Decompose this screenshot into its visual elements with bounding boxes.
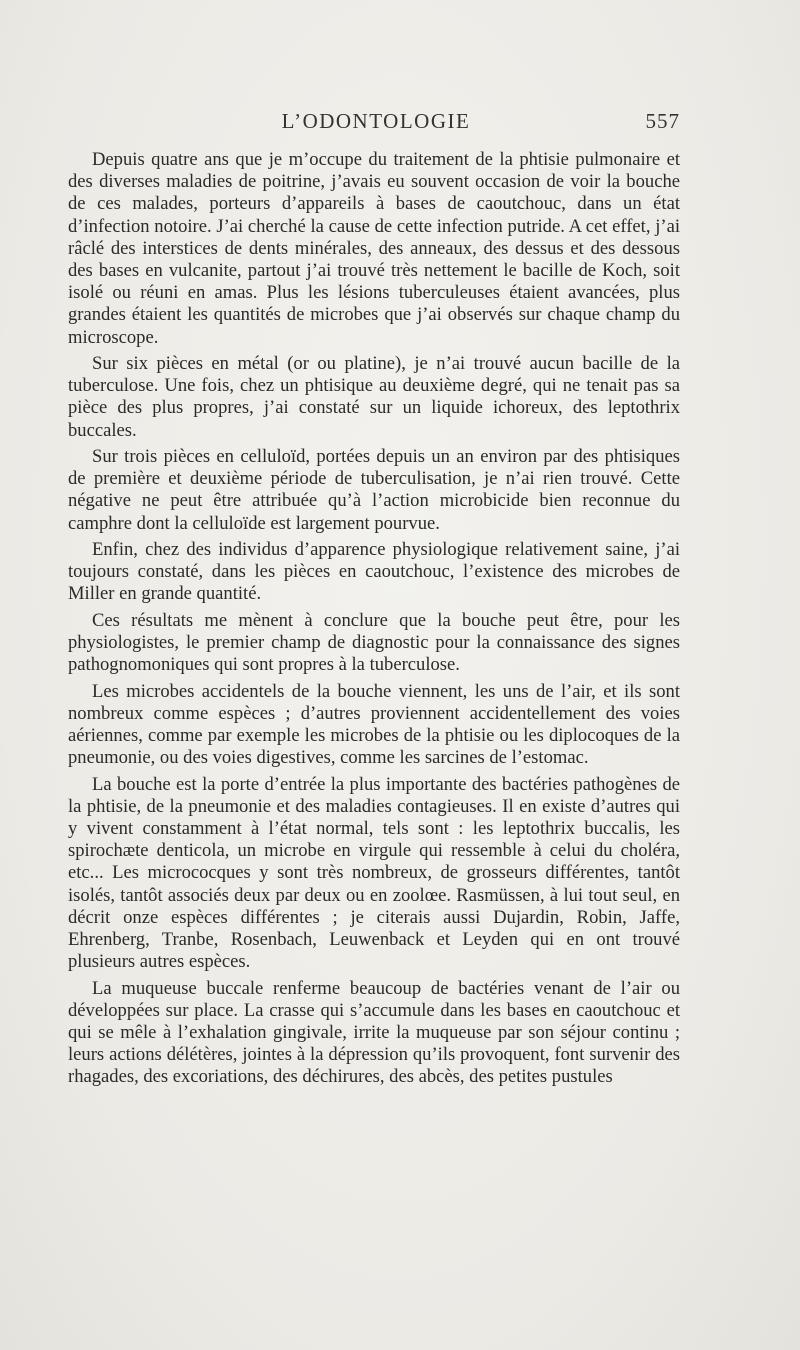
body-text (68, 149, 680, 1093)
paragraph: Sur trois pièces en celluloïd, portées depuis un an environ par des phtisiques de première et deuxième période de tuberculisation, je n’ai rien trouvé. Cette négative ne peut être attribuée qu’à l’action microbicide bien reconnue du camphre dont la celluloïde est largement pourvue. (68, 446, 680, 534)
paragraph: La bouche est la porte d’entrée la plus importante des bactéries pathogènes de la phtisie, de la pneumonie et des maladies contagieuses. Il en existe d’autres qui y vivent constamment à l’état normal, tels sont : les leptothrix buccalis, les spirochæte denticola, un microbe en virgule qui ressemble à celui du choléra, etc... Les micrococques y sont très nombreux, de grosseurs différentes, tantôt isolés, tantôt associés deux par deux ou en zoolœe. Rasmüssen, à lui tout seul, en décrit onze espèces différentes ; je citerais aussi Dujardin, Robin, Jaffe, Ehrenberg, Tranbe, Rosenbach, Leuwenback et Leyden qui en ont trouvé plusieurs autres espèces. (68, 773, 680, 973)
page-number: 557 (645, 109, 680, 133)
paragraph: Depuis quatre ans que je m’occupe du traitement de la phtisie pulmonaire et des diverses maladies de poitrine, j’avais eu souvent occasion de voir la bouche de ces malades, porteurs d’appareils à bases de caoutchouc, dans un état d’infection notoire. J’ai cherché la cause de cette infection putride. A cet effet, j’ai râclé des interstices de dents minérales, des anneaux, des dessus et des dessous des bases en vulcanite, partout j’ai trouvé très nettement le bacille de Koch, soit isolé ou réuni en amas. Plus les lésions tuberculeuses étaient avancées, plus grandes étaient les quantités de microbes que j’ai observés sur chaque champ du microscope. (68, 149, 680, 348)
paragraph: Sur six pièces en métal (or ou platine), je n’ai trouvé aucun bacille de la tuberculose. Une fois, chez un phtisique au deuxième degré, qui ne tenait pas sa pièce des plus propres, j’ai constaté sur un liquide ichoreux, des leptothrix buccales. (68, 353, 680, 441)
paragraph: Ces résultats me mènent à conclure que la bouche peut être, pour les physiologistes, le premier champ de diagnostic pour la connaissance des signes pathognomoniques qui sont propres à la tuberculose. (68, 609, 680, 676)
paragraph: Les microbes accidentels de la bouche viennent, les uns de l’air, et ils sont nombreux comme espèces ; d’autres proviennent accidentellement des voies aériennes, comme par exemple les microbes de la phtisie ou les diplocoques de la pneumonie, ou des voies digestives, comme les sarcines de l’estomac. (68, 680, 680, 769)
paragraph: La muqueuse buccale renferme beaucoup de bactéries venant de l’air ou développées sur place. La crasse qui s’accumule dans les bases en caoutchouc et qui se mêle à l’exhalation gingivale, irrite la muqueuse par son séjour continu ; leurs actions délétères, jointes à la dépression qu’ils provoquent, font survenir des rhagades, des excoriations, des déchirures, des abcès, des petites pustules (68, 977, 680, 1088)
running-title: L’ODONTOLOGIE (281, 109, 471, 133)
page-header (72, 109, 680, 137)
paragraph: Enfin, chez des individus d’apparence physiologique relativement saine, j’ai toujours constaté, dans les pièces en caoutchouc, l’existence des microbes de Miller en grande quantité. (68, 539, 680, 605)
